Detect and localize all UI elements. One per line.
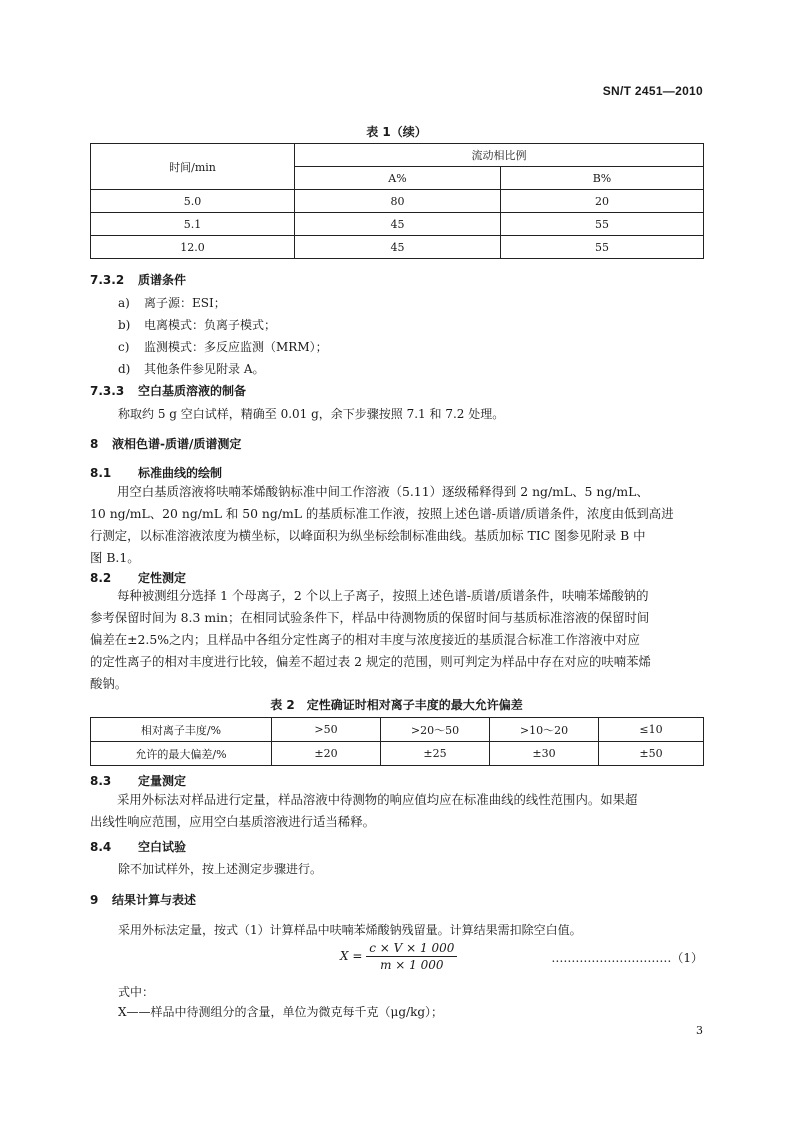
section-title: 标准曲线的绘制	[138, 466, 223, 480]
paragraph-text: 除不加试样外，按上述测定步骤进行。	[118, 862, 323, 876]
table1-caption: 表 1（续）	[366, 125, 427, 139]
paragraph-line: 图 B.1。	[90, 550, 140, 565]
table1-cell: 12.0	[91, 236, 295, 259]
table2-cell: >20～50	[381, 718, 490, 742]
formula-number: …………………………（1）	[551, 951, 703, 965]
formula-numerator: c × V × 1 000	[366, 941, 457, 957]
section-number: 8.2	[90, 571, 112, 585]
formula-lhs: X =	[340, 949, 363, 963]
paragraph-text: 采用外标法定量，按式（1）计算样品中呋喃苯烯酸钠残留量。计算结果需扣除空白值。	[118, 923, 582, 937]
paragraph-line: 出线性响应范围，应用空白基质溶液进行适当稀释。	[90, 814, 375, 829]
paragraph-line: 偏差在±2.5%之内；且样品中各组分定性离子的相对丰度与浓度接近的基质混合标准工作溶液中对应	[90, 632, 640, 647]
table2-caption: 表 2 定性确证时相对离子丰度的最大允许偏差	[270, 698, 523, 712]
table1-cell: 20	[501, 190, 704, 213]
table2-row-label: 允许的最大偏差/%	[91, 742, 272, 766]
list-label: c)	[118, 340, 130, 354]
section-9-heading	[90, 891, 196, 908]
table-row	[91, 742, 704, 766]
section-title: 定性测定	[138, 571, 187, 585]
paragraph-text: 称取约 5 g 空白试样，精确至 0.01 g，余下步骤按照 7.1 和 7.2 处理。	[118, 407, 505, 421]
table1-header-b: B%	[501, 167, 704, 190]
section-title: 空白试验	[138, 840, 187, 854]
section-title: 空白基质溶液的制备	[138, 384, 247, 398]
table1-cell: 45	[295, 236, 501, 259]
section-7-3-3-heading	[90, 382, 246, 399]
paragraph-line: 每种被测组分选择 1 个母离子，2 个以上子离子，按照上述色谱-质谱/质谱条件，呋喃苯烯酸钠的	[117, 588, 649, 603]
table2-cell: ±50	[599, 742, 704, 766]
paragraph-8-3	[90, 789, 704, 833]
section-8-1-heading	[90, 464, 222, 481]
list-text: 其他条件参见附录 A。	[144, 362, 265, 376]
section-8-2-heading	[90, 569, 186, 586]
list-item	[118, 360, 264, 377]
table-row	[91, 718, 704, 742]
table-row	[91, 213, 704, 236]
section-number: 8.3	[90, 774, 112, 788]
table1-cell: 45	[295, 213, 501, 236]
variable-definition: X——样品中待测组分的含量，单位为微克每千克（μg/kg）；	[118, 1005, 444, 1019]
section-number: 7.3.2	[90, 273, 125, 287]
section-8-heading	[90, 435, 241, 452]
table-row	[91, 236, 704, 259]
list-label: a)	[118, 296, 130, 310]
section-title: 液相色谱-质谱/质谱测定	[112, 437, 242, 451]
section-number: 9	[90, 893, 99, 907]
table2-row-label: 相对离子丰度/%	[91, 718, 272, 742]
table2-cell: >50	[272, 718, 381, 742]
section-title: 结果计算与表述	[112, 893, 197, 907]
paragraph-8-1	[90, 481, 704, 569]
list-text: 离子源：ESI；	[144, 296, 226, 310]
list-item	[118, 338, 328, 355]
section-title: 质谱条件	[138, 273, 187, 287]
page-number: 3	[696, 1024, 703, 1037]
paragraph-line: 10 ng/mL、20 ng/mL 和 50 ng/mL 的基质标准工作液，按照上述色谱-质谱/质谱条件，浓度由低到高进	[90, 506, 674, 521]
table1-cell: 80	[295, 190, 501, 213]
table2-cell: >10～20	[490, 718, 599, 742]
standard-code: SN/T 2451—2010	[602, 84, 703, 98]
table1-cell: 55	[501, 236, 704, 259]
list-text: 电离模式：负离子模式；	[144, 318, 277, 332]
paragraph-line: 行测定，以标准溶液浓度为横坐标，以峰面积为纵坐标绘制标准曲线。基质加标 TIC 图参见附录 B 中	[90, 528, 646, 543]
table2-cell: ≤10	[599, 718, 704, 742]
section-8-4-heading	[90, 838, 186, 855]
list-text: 监测模式：多反应监测（MRM）；	[144, 340, 328, 354]
table1-cell: 55	[501, 213, 704, 236]
paragraph-line: 酸钠。	[90, 676, 128, 691]
list-item	[118, 294, 226, 311]
table2-cell: ±20	[272, 742, 381, 766]
formula-1	[340, 941, 457, 972]
paragraph-line: 参考保留时间为 8.3 min；在相同试验条件下，样品中待测物质的保留时间与基质标准溶液的保留时间	[90, 610, 650, 625]
table2-cell: ±30	[490, 742, 599, 766]
section-number: 8	[90, 437, 99, 451]
section-number: 8.4	[90, 840, 112, 854]
list-label: b)	[118, 318, 131, 332]
table1-header-group: 流动相比例	[295, 144, 704, 167]
section-7-3-2-heading	[90, 271, 186, 288]
formula-denominator: m × 1 000	[380, 958, 444, 972]
paragraph-8-2	[90, 585, 704, 695]
table1-header-a: A%	[295, 167, 501, 190]
table1-cell: 5.0	[91, 190, 295, 213]
where-label: 式中：	[118, 985, 155, 999]
table2-cell: ±25	[381, 742, 490, 766]
paragraph-line: 的定性离子的相对丰度进行比较，偏差不超过表 2 规定的范围，则可判定为样品中存在对应的呋喃苯烯	[90, 654, 651, 669]
section-8-3-heading	[90, 772, 186, 789]
table1	[90, 143, 704, 259]
list-item	[118, 316, 276, 333]
table-row	[91, 190, 704, 213]
section-number: 7.3.3	[90, 384, 125, 398]
paragraph-line: 用空白基质溶液将呋喃苯烯酸钠标准中间工作溶液（5.11）逐级稀释得到 2 ng/mL、5 ng/mL、	[117, 484, 649, 499]
section-number: 8.1	[90, 466, 112, 480]
formula-fraction	[366, 941, 457, 972]
paragraph-line: 采用外标法对样品进行定量，样品溶液中待测物的响应值均应在标准曲线的线性范围内。如果超	[117, 792, 638, 807]
table2	[90, 717, 704, 766]
table1-cell: 5.1	[91, 213, 295, 236]
section-title: 定量测定	[138, 774, 187, 788]
list-label: d)	[118, 362, 131, 376]
table1-header-time: 时间/min	[91, 144, 295, 190]
